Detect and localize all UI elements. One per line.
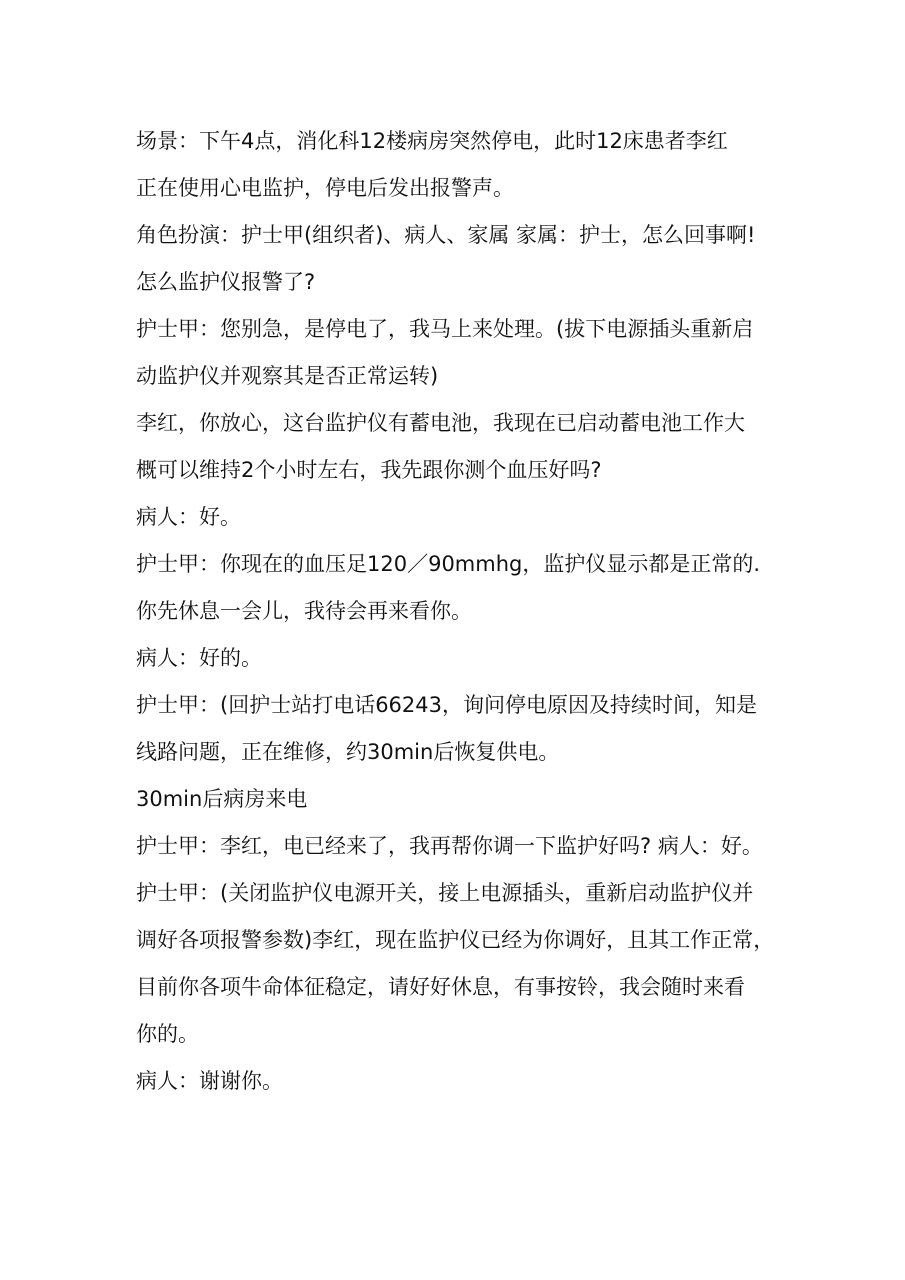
document-body — [136, 118, 796, 1105]
text-line-nurse-1a: 护士甲：您别急，是停电了，我马上来处理。(拔下电源插头重新启 — [136, 317, 754, 341]
text-line-nurse-3b: 你先休息一会儿，我待会再来看你。 — [136, 599, 472, 623]
text-line-patient-1: 病人：好。 — [136, 505, 241, 529]
text-line-nurse-4b: 线路问题，正在维修，约30min后恢复供电。 — [136, 740, 560, 764]
text-line-patient-2: 病人：好的。 — [136, 646, 262, 670]
text-line-nurse-6b: 调好各项报警参数)李红，现在监护仪已经为你调好，且其工作正常， — [136, 928, 775, 952]
text-line-nurse-3a: 护士甲：你现在的血压足120／90mmhg，监护仪显示都是正常的. — [136, 552, 761, 576]
text-line-roles-1: 角色扮演：护士甲(组织者)、病人、家属 家属：护士，怎么回事啊! — [136, 223, 756, 247]
text-line-nurse-1b: 动监护仪并观察其是否正常运转) — [136, 364, 439, 388]
text-line-nurse-2a: 李红，你放心，这台监护仪有蓄电池，我现在已启动蓄电池工作大 — [136, 411, 745, 435]
text-line-nurse-5: 护士甲：李红，电已经来了，我再帮你调一下监护好吗? 病人：好。 — [136, 834, 763, 858]
text-line-nurse-2b: 概可以维持2个小时左右，我先跟你测个血压好吗? — [136, 458, 602, 482]
text-line-scene-1: 场景：下午4点，消化科12楼病房突然停电，此时12床患者李红 — [136, 129, 728, 153]
text-line-nurse-6a: 护士甲：(关闭监护仪电源开关，接上电源插头，重新启动监护仪并 — [136, 881, 754, 905]
text-line-nurse-6c: 目前你各项牛命体征稳定，请好好休息，有事按铃，我会随时来看 — [136, 975, 745, 999]
text-line-scene-2: 正在使用心电监护，停电后发出报警声。 — [136, 176, 514, 200]
text-line-nurse-4a: 护士甲：(回护士站打电话66243，询问停电原因及持续时间，知是 — [136, 693, 757, 717]
text-line-time-note: 30min后病房来电 — [136, 787, 308, 811]
text-line-patient-3: 病人：谢谢你。 — [136, 1069, 283, 1093]
text-line-roles-2: 怎么监护仪报警了? — [136, 270, 316, 294]
text-line-nurse-6d: 你的。 — [136, 1022, 199, 1046]
